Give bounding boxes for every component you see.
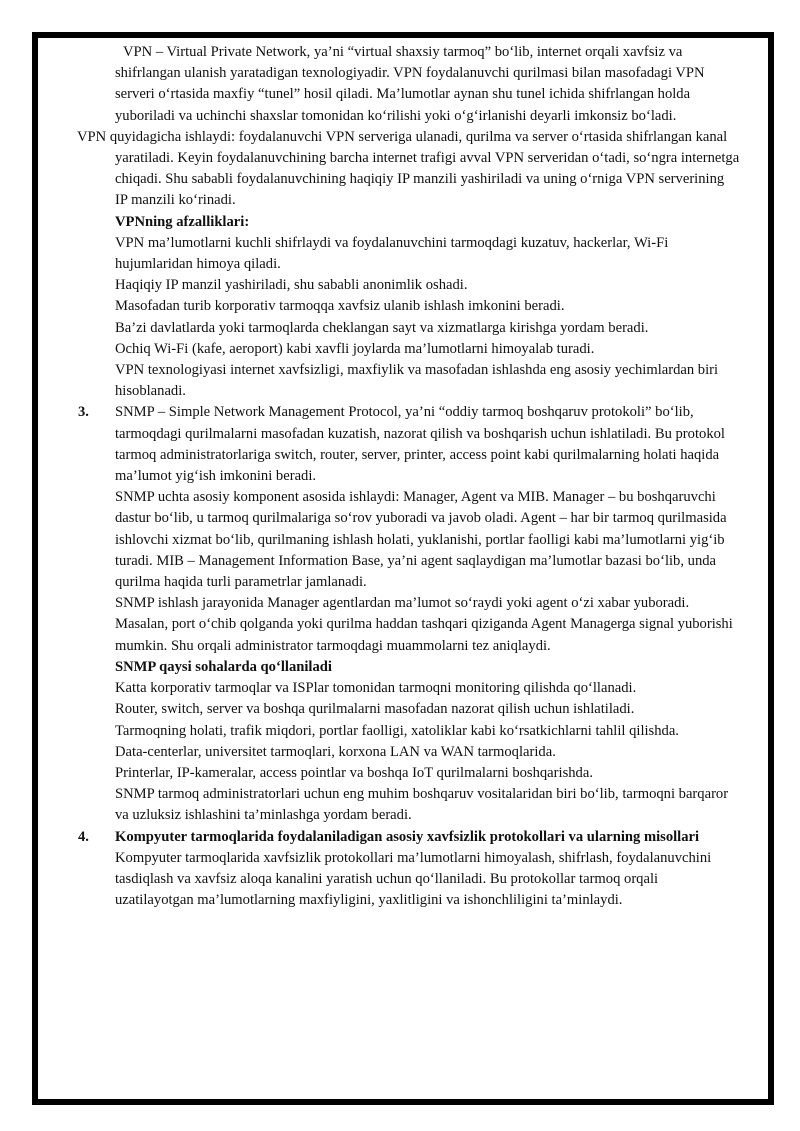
snmp-intro-paragraph (40, 402, 740, 487)
vpn-advantage-item: VPN texnologiyasi internet xavfsizligi, maxfiylik va masofadan ishlashda eng asosiy yechimlardan biri hisoblanadi. (115, 362, 719, 400)
vpn-how-paragraph: VPN quyidagicha ishlaydi: foydalanuvchi VPN serveriga ulanadi, qurilma va server o‘rtasida shifrlangan kanal yaratiladi. Keyin foydalanuvchining barcha internet trafigi avval VPN serveridan o‘tadi, so‘ngra internetga chiqadi. Shu sababli foydalanuvchining haqiqiy IP manzili yashiriladi va uning o‘rniga VPN serverining IP manzili ko‘rinadi. (77, 128, 740, 209)
section-4-heading-text: Kompyuter tarmoqlarida foydalaniladigan asosiy xavfsizlik protokollari va ularning misollari (115, 828, 700, 845)
vpn-advantage-item: Ba’zi davlatlarda yoki tarmoqlarda cheklangan sayt va xizmatlarga kirishga yordam beradi. (115, 319, 649, 336)
section-4-body: Kompyuter tarmoqlarida xavfsizlik protokollari ma’lumotlarni himoyalash, shifrlash, foydalanuvchini tasdiqlash va xavfsiz aloqa kanalini yaratish uchun qo‘llaniladi. Bu protokollar tarmoq orqali uzatilayotgan ma’lumotlarning maxfiyligini, yaxlitligini va ishonchliligini ta’minlaydi. (115, 849, 712, 909)
vpn-advantage-item: Masofadan turib korporativ tarmoqqa xavfsiz ulanib ishlash imkonini beradi. (115, 298, 565, 315)
document-body (40, 42, 740, 911)
snmp-process-paragraph: SNMP ishlash jarayonida Manager agentlardan ma’lumot so‘raydi yoki agent o‘zi xabar yuboradi. Masalan, port o‘chib qolganda yoki qurilma haddan tashqari qiziganda Agent Managerga signal yuborishi mumkin. Shu orqali administrator tarmoqdagi muammolarni tez aniqlaydi. (115, 595, 733, 654)
snmp-use-item: Katta korporativ tarmoqlar va ISPlar tomonidan tarmoqni monitoring qilishda qo‘llanadi. (115, 680, 637, 697)
snmp-use-item: SNMP tarmoq administratorlari uchun eng muhim boshqaruv vositalaridan biri bo‘lib, tarmoqni barqaror va uzluksiz ishlashini ta’minlashga yordam beradi. (115, 786, 729, 824)
snmp-intro-text: SNMP – Simple Network Management Protocol, ya’ni “oddiy tarmoq boshqaruv protokoli” bo‘lib, tarmoqdagi qurilmalarni masofadan kuzatish, nazorat qilish va boshqarish uchun ishlatiladi. Bu protokol tarmoq administratorlariga switch, router, server, printer, access point kabi qurilmalarning holati haqida ma’lumot yig‘ish imkonini beradi. (115, 404, 725, 485)
vpn-advantages-heading: VPNning afzalliklari: (115, 213, 250, 230)
vpn-intro-paragraph: VPN – Virtual Private Network, ya’ni “virtual shaxsiy tarmoq” bo‘lib, internet orqali xavfsiz va shifrlangan ulanish yaratadigan texnologiyadir. VPN foydalanuvchi qurilmasi bilan masofadagi VPN serveri o‘rtasida maxfiy “tunel” hosil qiladi. Ma’lumotlar aynan shu tunel ichida shifrlangan holda yuboriladi va uchinchi shaxslar tomonidan ko‘rilishi yoki o‘g‘irlanishi deyarli imkonsiz bo‘ladi. (115, 44, 705, 124)
section-number-3: 3. (78, 404, 89, 421)
snmp-use-item: Data-centerlar, universitet tarmoqlari, korxona LAN va WAN tarmoqlarida. (115, 743, 556, 760)
section-number-4: 4. (78, 828, 89, 845)
snmp-components-paragraph: SNMP uchta asosiy komponent asosida ishlaydi: Manager, Agent va MIB. Manager – bu boshqaruvchi dastur bo‘lib, u tarmoq qurilmalariga so‘rov yuboradi va javob oladi. Agent – har bir tarmoq qurilmasida ishlovchi xizmat bo‘lib, qurilmaning ishlash holati, yuklanishi, portlar faolligi kabi ma’lumotlarni yig‘ib turadi. MIB – Management Information Base, ya’ni agent saqlaydigan ma’lumotlar bazasi bo‘lib, unda qurilma haqida turli parametrlar jamlanadi. (115, 489, 727, 591)
snmp-use-item: Tarmoqning holati, trafik miqdori, portlar faolligi, xatoliklar kabi ko‘rsatkichlarni tahlil qilishda. (115, 722, 679, 739)
vpn-advantage-item: VPN ma’lumotlarni kuchli shifrlaydi va foydalanuvchini tarmoqdagi kuzatuv, hackerlar, Wi-Fi hujumlaridan himoya qiladi. (115, 234, 669, 273)
snmp-use-heading: SNMP qaysi sohalarda qo‘llaniladi (115, 658, 332, 675)
snmp-use-item: Printerlar, IP-kameralar, access pointlar va boshqa IoT qurilmalarni boshqarishda. (115, 764, 593, 781)
snmp-use-item: Router, switch, server va boshqa qurilmalarni masofadan nazorat qilish uchun ishlatiladi. (115, 701, 635, 718)
vpn-advantage-item: Ochiq Wi-Fi (kafe, aeroport) kabi xavfli joylarda ma’lumotlarni himoyalab turadi. (115, 340, 595, 357)
section-4-heading (40, 827, 740, 848)
vpn-advantage-item: Haqiqiy IP manzil yashiriladi, shu sababli anonimlik oshadi. (115, 277, 468, 294)
